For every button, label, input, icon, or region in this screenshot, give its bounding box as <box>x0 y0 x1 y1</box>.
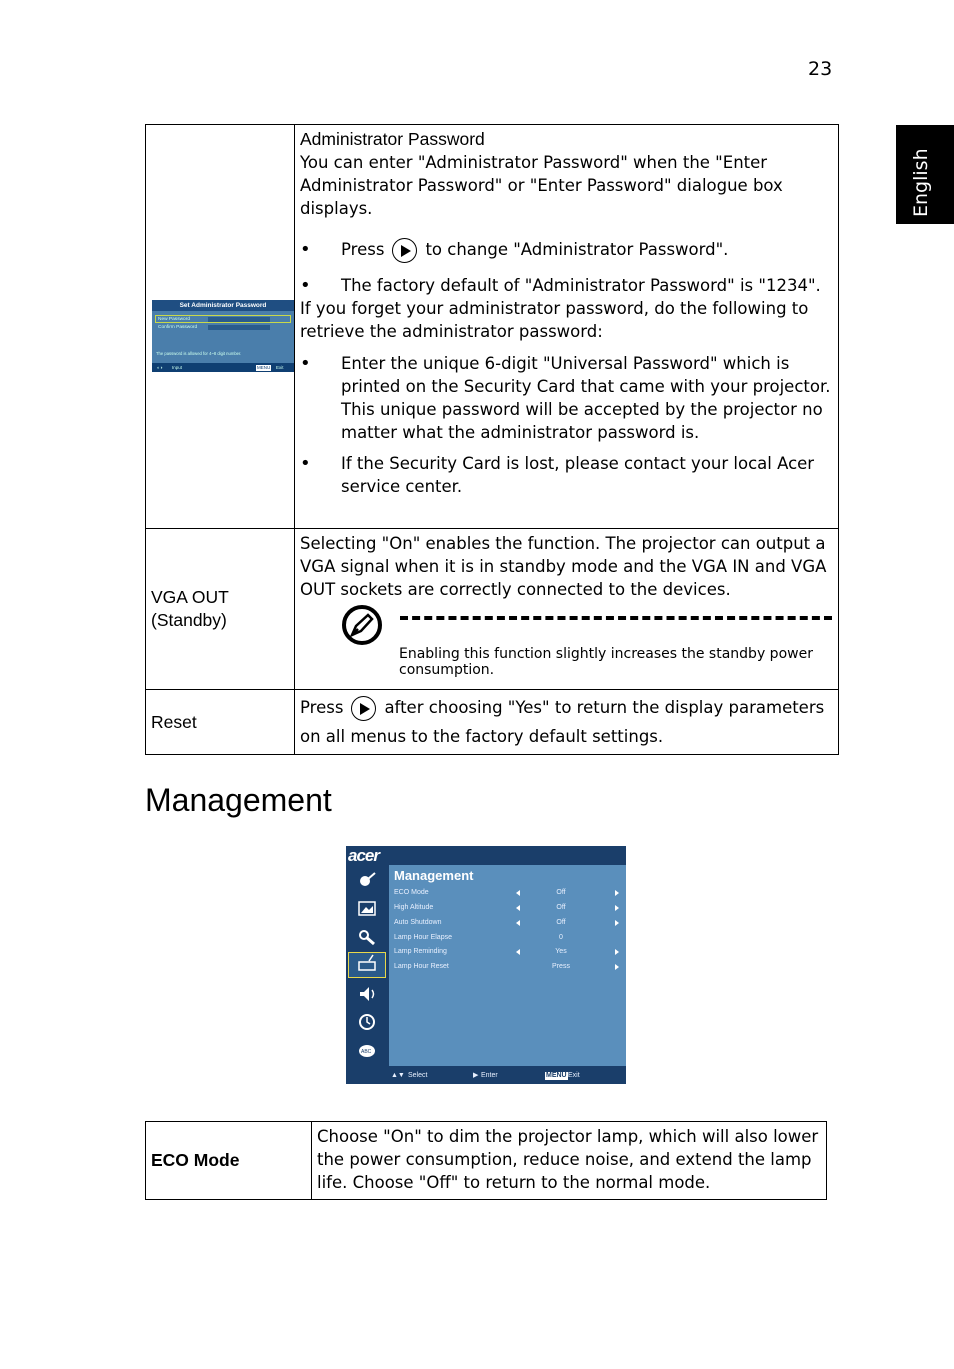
admin-desc-cell <box>295 125 839 529</box>
reset-text: Press <box>300 698 344 717</box>
settings-icon <box>356 926 378 946</box>
digit-keys-icon: ◐◑ <box>157 365 163 370</box>
menu-key-icon: MENU <box>546 1072 567 1079</box>
bullet-text: Press <box>341 240 385 259</box>
osd-footer <box>389 1068 626 1084</box>
vga-desc: Selecting "On" enables the function. The projector can output a VGA signal when it is in standby mode and the VGA IN and VGA OUT sockets are correctly connected to the devices. <box>300 534 827 599</box>
bullet-text: to change "Administrator Password". <box>425 240 729 259</box>
footer-select: Select <box>408 1072 428 1079</box>
menu-item-value: Yes <box>555 948 567 955</box>
left-arrow-icon[interactable] <box>516 949 520 955</box>
right-arrow-icon[interactable] <box>615 890 619 896</box>
section-heading: Management <box>145 782 332 818</box>
menu-item-lamp-reminding[interactable] <box>394 945 620 959</box>
color-icon <box>356 870 378 890</box>
menu-item-high-altitude[interactable] <box>394 901 620 915</box>
table-row <box>146 1122 827 1200</box>
table-row <box>146 529 839 690</box>
field-label: New Password <box>158 317 190 322</box>
menu-item-label: ECO Mode <box>394 889 429 896</box>
left-arrow-icon[interactable] <box>516 905 520 911</box>
right-arrow-icon[interactable] <box>615 949 619 955</box>
menu-item-label: Lamp Hour Reset <box>394 963 449 970</box>
page-number: 23 <box>808 58 833 80</box>
left-arrow-icon[interactable] <box>516 890 520 896</box>
menu-item-label: Auto Shutdown <box>394 919 442 926</box>
admin-title: Administrator Password <box>300 129 485 149</box>
reset-text: after choosing "Yes" to return the display parameters on all menus to the factory default settings. <box>300 698 825 746</box>
menu-item-label: High Altitude <box>394 904 434 911</box>
bullet-text: The factory default of "Administrator Password" is "1234". <box>341 276 821 295</box>
language-icon <box>356 1041 378 1061</box>
language-tab-label: English <box>910 148 932 217</box>
footer-input: Input <box>172 365 183 370</box>
menu-item-value: Off <box>556 919 566 926</box>
note-divider <box>400 616 832 620</box>
footer-exit: Exit <box>568 1072 580 1079</box>
right-arrow-button-icon <box>351 696 376 721</box>
table-row <box>146 125 839 529</box>
right-arrow-icon[interactable] <box>615 920 619 926</box>
list-item <box>300 352 833 444</box>
footer-exit: Exit <box>276 365 284 370</box>
osd-panel <box>389 865 626 1066</box>
menu-item-lamp-hour-elapse <box>394 931 620 945</box>
menu-key-icon: MENU <box>257 364 271 370</box>
menu-item-eco-mode[interactable] <box>394 886 620 900</box>
dialog-footer <box>152 363 294 372</box>
new-password-field <box>155 315 291 323</box>
list-item <box>300 237 833 263</box>
acer-logo: acer <box>348 846 379 865</box>
dialog-title: Set Administrator Password <box>152 300 294 311</box>
eco-label: ECO Mode <box>146 1122 312 1200</box>
menu-item-value: Press <box>552 963 570 970</box>
menu-item-auto-shutdown[interactable] <box>394 916 620 930</box>
reset-desc-cell <box>295 690 839 755</box>
right-arrow-button-icon <box>392 238 417 263</box>
left-arrow-icon[interactable] <box>516 920 520 926</box>
table-row <box>146 690 839 755</box>
list-item <box>300 452 833 498</box>
vga-desc-cell <box>295 529 839 690</box>
management-icon <box>348 952 386 978</box>
field-label: Confirm Password <box>158 325 198 330</box>
footer-enter: Enter <box>481 1072 498 1079</box>
confirm-password-field <box>155 323 291 331</box>
bullet-text: Enter the unique 6-digit "Universal Password" which is printed on the Security Card that came with your projector. This unique password will be accepted by the projector no matter what the administrator password is. <box>341 354 831 442</box>
menu-item-value: Off <box>556 904 566 911</box>
menu-item-value: Off <box>556 889 566 896</box>
admin-forgot: If you forget your administrator password, do the following to retrieve the administrator password: <box>300 299 809 341</box>
image-icon <box>356 899 378 919</box>
osd-management-screenshot <box>346 846 626 1084</box>
dialog-note: The password is allowed for 4~8 digit number. <box>156 351 242 356</box>
vga-note: Enabling this function slightly increases the standby power consumption. <box>399 646 813 678</box>
menu-item-label: Lamp Reminding <box>394 948 447 955</box>
password-dialog-screenshot <box>152 300 294 372</box>
audio-icon <box>356 984 378 1004</box>
right-arrow-icon[interactable] <box>615 905 619 911</box>
language-tab <box>896 125 954 224</box>
vga-label: VGA OUT (Standby) <box>146 529 295 690</box>
list-item <box>300 274 833 297</box>
reset-label: Reset <box>146 690 295 755</box>
menu-item-value: 0 <box>559 934 563 941</box>
bullet-text: If the Security Card is lost, please contact your local Acer service center. <box>341 454 815 496</box>
osd-topbar <box>389 846 626 865</box>
eco-desc: Choose "On" to dim the projector lamp, which will also lower the power consumption, reduce noise, and extend the lamp life. Choose "Off" to return to the normal mode. <box>312 1122 827 1200</box>
note-icon <box>342 605 382 645</box>
management-table <box>145 1121 827 1200</box>
admin-intro: You can enter "Administrator Password" when the "Enter Administrator Password" or "Enter Password" dialogue box displays. <box>300 153 783 218</box>
osd-menu-title: Management <box>394 868 474 883</box>
menu-item-lamp-hour-reset[interactable] <box>394 960 620 974</box>
settings-table <box>145 124 839 755</box>
right-arrow-icon[interactable] <box>615 964 619 970</box>
timer-icon <box>356 1012 378 1032</box>
svg-text:ABC: ABC <box>361 1049 372 1055</box>
enter-arrow-icon: ▶ <box>473 1072 479 1079</box>
admin-image-cell <box>146 125 295 529</box>
menu-item-label: Lamp Hour Elapse <box>394 934 452 941</box>
up-down-arrows-icon: ▲▼ <box>391 1072 405 1079</box>
